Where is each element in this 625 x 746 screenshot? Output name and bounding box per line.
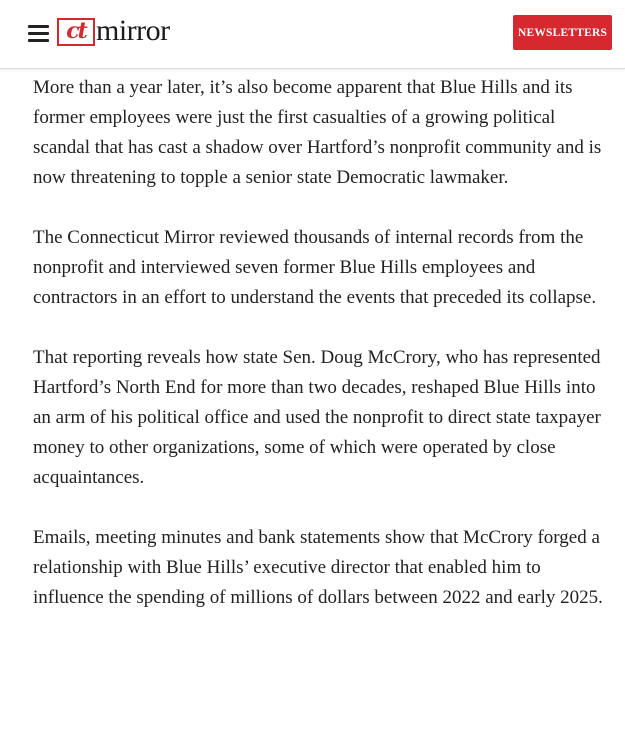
site-header [0, 0, 625, 69]
article-paragraph: That reporting reveals how state Sen. Doug McCrory, who has represented Hartford’s North End for more than two decades, reshaped Blue Hills into an arm of his political office and used the nonprofit to direct state taxpayer money to other organizations, some of which were operated by close acquaintances. [33, 347, 601, 488]
logo-mark [57, 18, 95, 46]
ct-mirror-logo[interactable] [57, 16, 170, 48]
article-paragraph: The Connecticut Mirror reviewed thousands of internal records from the nonprofit and interviewed seven former Blue Hills employees and contractors in an effort to understand the events that preceded its collapse. [33, 227, 597, 308]
article-paragraph: Emails, meeting minutes and bank statements show that McCrory forged a relationship with Blue Hills’ executive director that enabled him to influence the spending of millions of dollars between 2022 and early 2025. [33, 527, 603, 608]
article-paragraph: More than a year later, it’s also become apparent that Blue Hills and its former employees were just the first casualties of a growing political scandal that has cast a shadow over Hartford’s nonprofit community and is now threatening to topple a senior state Democratic lawmaker. [33, 77, 602, 188]
logo-mark-text: ct [66, 18, 86, 44]
logo-wordmark: mirror [96, 14, 170, 47]
article-body [33, 73, 603, 643]
hamburger-menu-icon[interactable] [27, 22, 51, 44]
newsletters-button[interactable]: NEWSLETTERS [513, 15, 612, 50]
